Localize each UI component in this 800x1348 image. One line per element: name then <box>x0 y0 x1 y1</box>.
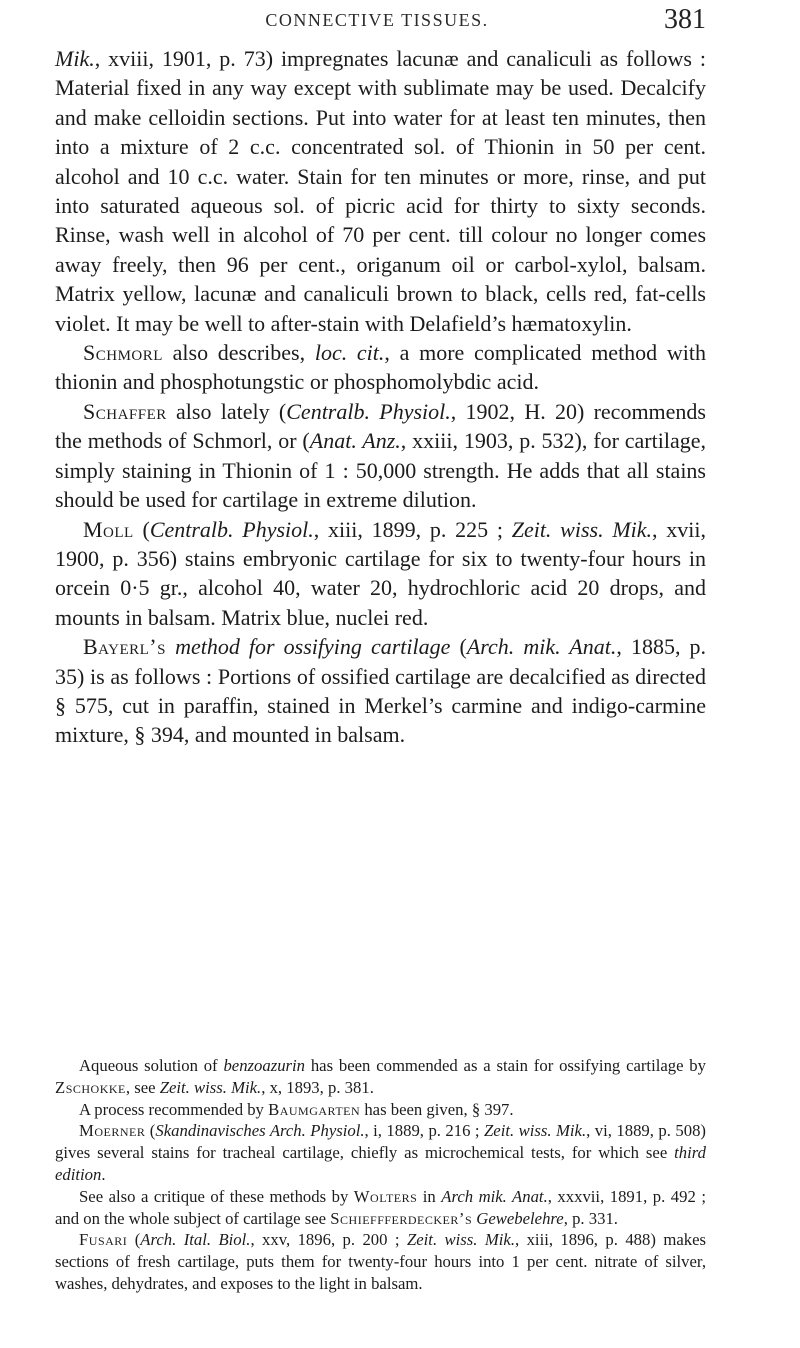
page-header <box>52 4 706 38</box>
author-name: Fusari <box>79 1230 128 1250</box>
author-name: Schmorl <box>83 340 163 366</box>
author-name: Wolters <box>353 1186 418 1206</box>
paragraph-schmorl: Schmorl also describes, loc. cit., a more complicated method with thionin and phosphotungstic or phosphomolybdic acid. <box>55 340 706 395</box>
author-name: Zschokke <box>55 1077 126 1097</box>
note-benzoazurin: Aqueous solution of benzoazurin has been commended as a stain for ossifying cartilage by Zschokke, see Zeit. wiss. Mik., x, 1893, p. 381. <box>55 1056 706 1097</box>
author-name: Schaffer <box>83 398 167 424</box>
author-name: Schieffferdecker’s <box>330 1208 473 1228</box>
paragraph-moll: Moll (Centralb. Physiol., xiii, 1899, p. 225 ; Zeit. wiss. Mik., xvii, 1900, p. 356) stains embryonic cartilage for six to twenty-four hours in orcein 0·5 gr., alcohol 40, water 20, hydrochloric acid 20 drops, and mounts in balsam. Matrix blue, nuclei red. <box>55 516 707 630</box>
paragraph-bayerl: Bayerl’s method for ossifying cartilage (Arch. mik. Anat., 1885, p. 35) is as follows : Portions of ossified cartilage are decalcified as directed § 575, cut in paraffin, stained in Merkel’s carmine and indigo-carmine mixture, § 394, and mounted in balsam. <box>55 634 707 748</box>
paragraph-schaffer: Schaffer also lately (Centralb. Physiol., 1902, H. 20) recommends the methods of Schmorl, or (Anat. Anz., xxiii, 1903, p. 532), for cartilage, simply staining in Thionin of 1 : 50,000 strength. He adds that all stains should be used for cartilage in extreme dilution. <box>55 398 706 513</box>
small-print-notes <box>55 1055 706 1295</box>
note-wolters: See also a critique of these methods by Wolters in Arch mik. Anat., xxxvii, 1891, p. 492 ; and on the whole subject of cartilage see Schieffferdecker’s Gewebelehre, p. 331. <box>55 1186 706 1228</box>
page-number: 381 <box>664 4 706 35</box>
author-name: Moll <box>83 516 134 542</box>
note-moerner: Moerner (Skandinavisches Arch. Physiol., i, 1889, p. 216 ; Zeit. wiss. Mik., vi, 1889, p. 508) gives several stains for tracheal cartilage, chiefly as microchemical tests, for which see third edition. <box>55 1121 706 1184</box>
note-fusari: Fusari (Arch. Ital. Biol., xxv, 1896, p. 200 ; Zeit. wiss. Mik., xiii, 1896, p. 488) makes sections of fresh cartilage, puts them for twenty-four hours into 1 per cent. nitrate of silver, washes, dehydrates, and exposes to the light in balsam. <box>55 1230 706 1293</box>
paragraph-thionin-method: Mik., xviii, 1901, p. 73) impregnates lacunæ and canaliculi as follows : Material fixed in any way except with sublimate may be used. Decalcify and make celloidin sections. Put into water for at least ten minutes, then into a mixture of 2 c.c. concentrated sol. of Thionin in 50 per cent. alcohol and 10 c.c. water. Stain for ten minutes or more, rinse, and put into saturated aqueous sol. of picric acid for thirty to sixty seconds. Rinse, wash well in alcohol of 70 per cent. till colour no longer comes away freely, then 96 per cent., origanum oil or carbol-xylol, balsam. Matrix yellow, lacunæ and canaliculi brown to black, cells red, fat-cells violet. It may be well to after-stain with Delafield’s hæmatoxylin. <box>55 46 706 336</box>
author-name: Baumgarten <box>268 1099 361 1119</box>
author-name: Moerner <box>79 1121 146 1141</box>
author-name: Bayerl’s <box>83 634 166 660</box>
note-baumgarten: A process recommended by Baumgarten has been given, § 397. <box>79 1099 514 1119</box>
running-title: CONNECTIVE TISSUES. <box>265 10 489 30</box>
main-text <box>55 44 706 750</box>
